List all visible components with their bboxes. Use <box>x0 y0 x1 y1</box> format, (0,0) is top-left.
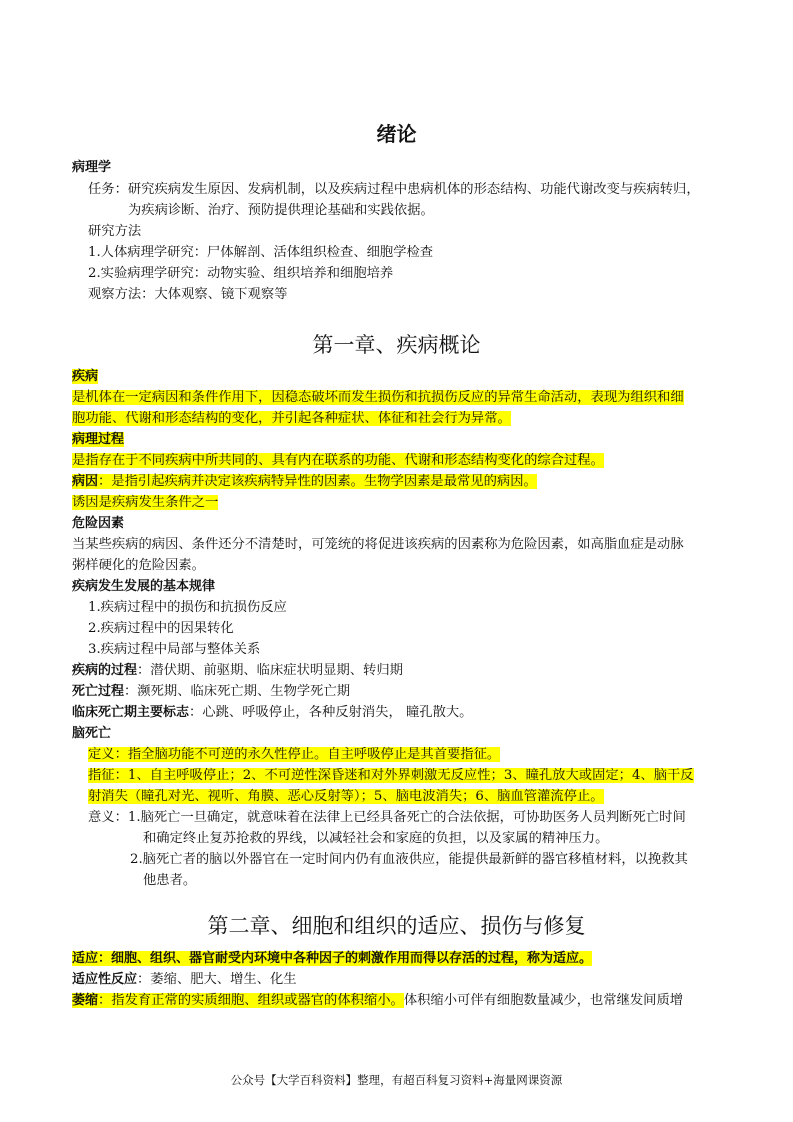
risk-factor-definition-1: 当某些疾病的病因、条件还分不清楚时，可笼统的将促进该疾病的因素称为危险因素，如高脂血症是动脉 <box>72 537 684 552</box>
chapter-1-title: 第一章、疾病概论 <box>312 333 481 357</box>
method-item-2: 2.实验病理学研究：动物实验、组织培养和细胞培养 <box>88 266 394 281</box>
page-footer: 公众号【大学百科资料】整理，有超百科复习资料+海量网课资源 <box>230 1073 563 1087</box>
death-process-term: 死亡过程 <box>72 684 125 699</box>
disease-course-term: 疾病的过程 <box>72 663 138 678</box>
adaptive-reaction-term: 适应性反应 <box>72 972 138 987</box>
clinical-death-definition: ：心跳、呼吸停止，各种反射消失， 瞳孔散大。 <box>189 705 473 720</box>
disease-definition-2: 胞功能、代谢和形态结构的变化，并引起各种症状、体征和社会行为异常。 <box>72 411 511 426</box>
adaptive-reaction-definition: ：萎缩、肥大、增生、化生 <box>137 972 297 987</box>
brain-death-meaning-2b: 他患者。 <box>143 873 197 888</box>
pathological-process-term: 病理过程 <box>72 432 125 447</box>
brain-death-meaning-1a: 意义：1.脑死亡一旦确定，就意味着在法律上已经具备死亡的合法依据，可协助医务人员判断死亡时间 <box>88 810 686 825</box>
inducer-note: 诱因是疾病发生条件之一 <box>72 495 219 510</box>
basic-law-term: 疾病发生发展的基本规律 <box>72 579 216 594</box>
brain-death-term: 脑死亡 <box>72 726 112 741</box>
atrophy-term: 萎缩 <box>72 993 99 1008</box>
pathology-heading: 病理学 <box>72 160 112 175</box>
chapter-2-title: 第二章、细胞和组织的适应、损伤与修复 <box>207 914 586 938</box>
risk-factor-term: 危险因素 <box>72 516 125 531</box>
clinical-death-term: 临床死亡期主要标志 <box>72 705 190 720</box>
atrophy-definition: ：指发育正常的实质细胞、组织或器官的体积缩小。 <box>98 993 404 1008</box>
method-item-1: 1.人体病理学研究：尸体解剖、活体组织检查、细胞学检查 <box>88 245 434 260</box>
cause-term: 病因 <box>72 474 99 489</box>
page-title: 绪论 <box>376 122 417 146</box>
disease-term: 疾病 <box>72 369 99 384</box>
disease-course-definition: ：潜伏期、前驱期、临床症状明显期、转归期 <box>137 663 403 678</box>
brain-death-signs-1: 指征：1、自主呼吸停止；2、不可逆性深昏迷和对外界刺激无反应性；3、瞳孔放大或固定；4、脑干反 <box>88 768 694 783</box>
brain-death-meaning-2a: 2.脑死亡者的脑以外器官在一定时间内仍有血液供应，能提供最新鲜的器官移植材料，以挽救其 <box>130 852 688 867</box>
observe-methods: 观察方法：大体观察、镜下观察等 <box>88 287 288 302</box>
death-process-definition: ：濒死期、临床死亡期、生物学死亡期 <box>124 684 351 699</box>
task-line-1: 任务：研究疾病发生原因、发病机制，以及疾病过程中患病机体的形态结构、功能代谢改变与疾病转归， <box>88 182 700 197</box>
law-item-3: 3.疾病过程中局部与整体关系 <box>88 642 261 657</box>
cause-definition: ：是指引起疾病并决定该疾病特异性的因素。生物学因素是最常见的病因。 <box>98 474 537 489</box>
law-item-2: 2.疾病过程中的因果转化 <box>88 621 234 636</box>
brain-death-meaning-1b: 和确定终止复苏抢救的界线，以减轻社会和家庭的负担，以及家属的精神压力。 <box>143 831 609 846</box>
task-line-2: 为疾病诊断、治疗、预防提供理论基础和实践依据。 <box>128 203 434 218</box>
methods-label: 研究方法 <box>88 224 142 239</box>
brain-death-definition: 定义：指全脑功能不可逆的永久性停止。自主呼吸停止是其首要指征。 <box>88 747 501 762</box>
pathological-process-definition: 是指存在于不同疾病中所共同的、具有内在联系的功能、代谢和形态结构变化的综合过程。 <box>72 453 604 468</box>
brain-death-signs-2: 射消失（瞳孔对光、视听、角膜、恶心反射等）；5、脑电波消失；6、脑血管灌流停止。 <box>88 789 604 804</box>
adaptation-definition: 适应：细胞、组织、器官耐受内环境中各种因子的刺激作用而得以存活的过程，称为适应。 <box>72 951 593 966</box>
law-item-1: 1.疾病过程中的损伤和抗损伤反应 <box>88 600 287 615</box>
atrophy-definition-continued: 体积缩小可伴有细胞数量减少，也常继发间质增 <box>403 993 684 1008</box>
risk-factor-definition-2: 粥样硬化的危险因素。 <box>72 558 205 573</box>
disease-definition-1: 是机体在一定病因和条件作用下，因稳态破坏而发生损伤和抗损伤反应的异常生命活动，表现为组织和细 <box>72 390 684 405</box>
